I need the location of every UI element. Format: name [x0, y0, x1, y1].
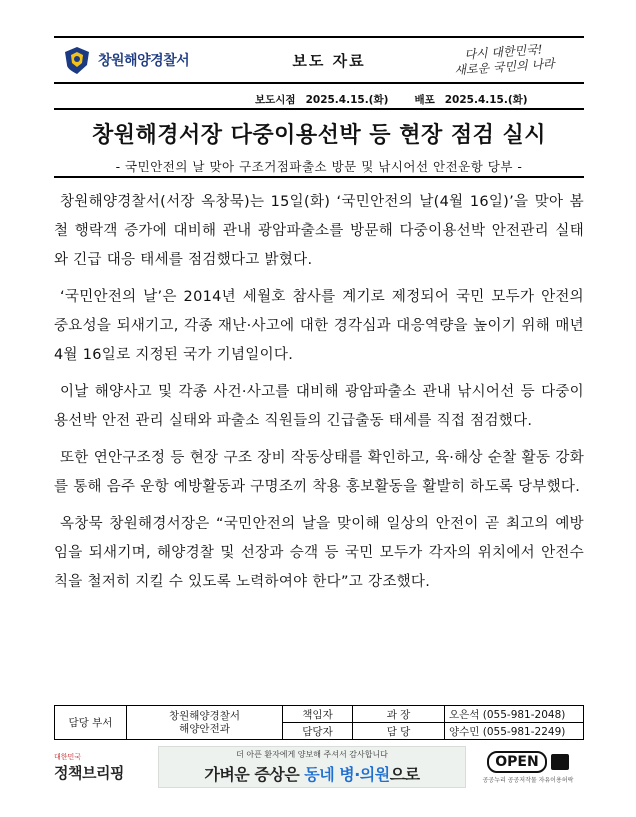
policy-briefing-logo: [54, 745, 154, 789]
article-body: [54, 188, 584, 605]
brief-small: 대한민국: [54, 752, 82, 761]
org-name: 창원해양경찰서: [98, 53, 190, 69]
contact-role: 담당자: [283, 723, 353, 740]
contact-row: [55, 706, 584, 723]
contact-person: 양수민 (055-981-2249): [445, 723, 584, 740]
kogl-open-logo: [472, 747, 584, 787]
org-logo: [54, 45, 234, 75]
paragraph-5: 옥창묵 창원해경서장은 “국민안전의 날을 맞이해 일상의 안전이 곧 최고의 예방임을 되새기며, 해양경찰 및 선장과 승객 등 국민 모두가 각자의 위치에서 안전수칙을 철저히 지킬 수 있도록 노력하여야 한다”고 강조했다.: [54, 516, 584, 590]
contact-position: 담 당: [353, 723, 445, 740]
open-badge-icon: [551, 754, 569, 770]
contact-person: 오은석 (055-981-2048): [445, 706, 584, 723]
dist-label: 배포: [414, 94, 435, 106]
banner-highlight: 동네 병·의원: [304, 765, 390, 784]
contact-position: 과 장: [353, 706, 445, 723]
slogan-line1: 다시 대한민국!: [463, 42, 543, 62]
coast-guard-emblem-icon: [62, 45, 92, 75]
title-box: [54, 108, 584, 178]
banner-main: [204, 762, 419, 785]
contact-table: [54, 705, 584, 740]
dept-name: [127, 706, 283, 740]
doc-type: 보도 자료: [292, 51, 366, 70]
report-label: 보도시점: [255, 94, 296, 106]
brief-big: 정책브리핑: [54, 763, 124, 782]
document-header: [54, 36, 584, 84]
campaign-banner: [158, 746, 466, 788]
dept-line1: 창원해양경찰서: [168, 709, 240, 722]
dept-label: 담당 부서: [55, 706, 127, 740]
slogan-line2: 새로운 국민의 나라: [453, 56, 556, 78]
slogan: [423, 39, 585, 80]
footer: [54, 745, 584, 789]
page-title: 창원해경서장 다중이용선박 등 현장 점검 실시: [91, 122, 547, 148]
page-subtitle: - 국민안전의 날 맞아 구조거점파출소 방문 및 낚시어선 안전운항 당부 -: [115, 159, 523, 174]
dept-line2: 해양안전과: [179, 722, 230, 735]
banner-part2: 으로: [389, 765, 420, 784]
open-sub: 공공누리 공공저작물 자유이용허락: [482, 776, 574, 784]
paragraph-4: 또한 연안구조정 등 현장 구조 장비 작동상태를 확인하고, 육·해상 순찰 활동 강화를 통해 음주 운항 예방활동과 구명조끼 착용 홍보활동을 활발히 하도록 당부했다.: [54, 450, 584, 495]
report-date: 2025.4.15.(화): [305, 94, 389, 106]
paragraph-1: 창원해양경찰서(서장 옥창묵)는 15일(화) ‘국민안전의 날(4월 16일)’을 맞아 봄철 행락객 증가에 대비해 관내 광암파출소를 방문해 다중이용선박 안전관리 실태와 긴급 대응 태세를 점검했다고 밝혔다.: [54, 194, 584, 268]
banner-top: 더 아픈 환자에게 양보해 주셔서 감사합니다: [236, 750, 388, 759]
release-info: [255, 92, 538, 107]
dist-date: 2025.4.15.(화): [444, 94, 528, 106]
paragraph-2: ‘국민안전의 날’은 2014년 세월호 참사를 계기로 제정되어 국민 모두가 안전의 중요성을 되새기고, 각종 재난·사고에 대한 경각심과 대응역량을 높이기 위해 매년 4월 16일로 지정된 국가 기념일이다.: [54, 289, 584, 363]
paragraph-3: 이날 해양사고 및 각종 사건·사고를 대비해 광암파출소 관내 낚시어선 등 다중이용선박 안전 관리 실태와 파출소 직원들의 긴급출동 태세를 직접 점검했다.: [54, 384, 584, 429]
contact-role: 책임자: [283, 706, 353, 723]
open-label: OPEN: [487, 751, 546, 773]
banner-part1: 가벼운 증상은: [204, 765, 305, 784]
